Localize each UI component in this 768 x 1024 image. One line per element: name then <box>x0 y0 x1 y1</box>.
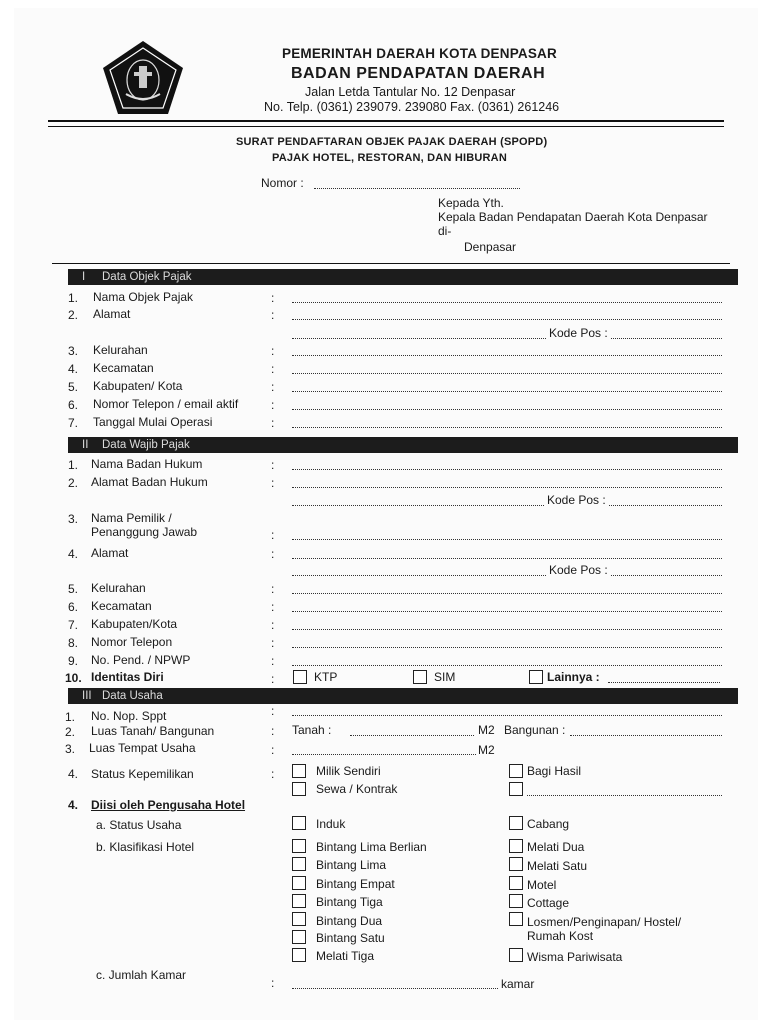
section-1-title: Data Objek Pajak <box>102 271 192 283</box>
row-number: 4. <box>68 767 79 781</box>
classification-label: Bintang Lima <box>316 858 387 872</box>
field-label: Identitas Diri <box>91 670 164 684</box>
tanah-label: Tanah : <box>292 723 332 737</box>
nomor-telepon-wp-field[interactable] <box>292 647 722 648</box>
section-2-title: Data Wajib Pajak <box>102 439 190 451</box>
colon: : <box>271 618 275 632</box>
classification-label: Bintang Satu <box>316 931 385 945</box>
row-number: 6. <box>68 398 79 412</box>
motel-checkbox[interactable] <box>509 876 523 890</box>
kode-pos-label: Kode Pos : <box>549 326 608 340</box>
field-label: No. Nop. Sppt <box>91 709 167 723</box>
tanggal-mulai-operasi-field[interactable] <box>292 427 722 428</box>
colon: : <box>271 724 275 738</box>
section-2-bar <box>68 437 738 453</box>
denpasar-emblem-icon <box>100 38 186 118</box>
section-3-number: III <box>82 690 92 702</box>
header-department: BADAN PENDAPATAN DAERAH <box>291 65 546 82</box>
alamat-field[interactable] <box>292 319 722 320</box>
sim-checkbox[interactable] <box>413 670 427 684</box>
header-phone: No. Telp. (0361) 239079. 239080 Fax. (0361) 261246 <box>264 100 560 114</box>
bintang-tiga-checkbox[interactable] <box>292 894 306 908</box>
nama-objek-pajak-field[interactable] <box>292 302 722 303</box>
row-number: 7. <box>68 618 79 632</box>
bagi-hasil-label: Bagi Hasil <box>527 764 582 778</box>
cottage-checkbox[interactable] <box>509 894 523 908</box>
colon: : <box>271 308 275 322</box>
field-label: Kecamatan <box>91 599 152 613</box>
colon: : <box>271 976 275 990</box>
alamat-pemilik-line-2[interactable] <box>292 575 546 576</box>
classification-label: Wisma Pariwisata <box>527 950 623 964</box>
row-number: 4. <box>68 362 79 376</box>
sim-label: SIM <box>434 670 456 684</box>
kode-pos-field[interactable] <box>611 338 722 339</box>
field-label: Alamat Badan Hukum <box>91 475 208 489</box>
kode-pos-field[interactable] <box>611 575 722 576</box>
milik-sendiri-checkbox[interactable] <box>292 764 306 778</box>
classification-label: Melati Satu <box>527 859 588 873</box>
cabang-checkbox[interactable] <box>509 816 523 830</box>
kode-pos-label: Kode Pos : <box>549 563 608 577</box>
row-number: 3. <box>68 512 79 526</box>
field-label: Kecamatan <box>93 361 154 375</box>
field-label: Nama Pemilik / <box>91 511 172 525</box>
losmen-checkbox[interactable] <box>509 912 523 926</box>
address-line-2: Kepala Badan Pendapatan Daerah Kota Denpasar <box>438 210 708 224</box>
field-label: Tanggal Mulai Operasi <box>93 415 213 429</box>
milik-sendiri-label: Milik Sendiri <box>316 764 381 778</box>
row-number: 6. <box>68 600 79 614</box>
field-label: Luas Tanah/ Bangunan <box>91 724 215 738</box>
sewa-kontrak-checkbox[interactable] <box>292 782 306 796</box>
npwp-field[interactable] <box>292 665 722 666</box>
kode-pos-label: Kode Pos : <box>547 493 606 507</box>
address-line-3: di- <box>438 224 452 238</box>
header-agency: PEMERINTAH DAERAH KOTA DENPASAR <box>282 46 557 61</box>
colon: : <box>271 528 275 542</box>
field-label: Kabupaten/Kota <box>91 617 178 631</box>
classification-label: Cottage <box>527 896 570 910</box>
bagi-hasil-checkbox[interactable] <box>509 764 523 778</box>
field-label: Kelurahan <box>91 581 146 595</box>
row-number: 10. <box>65 671 82 685</box>
kelurahan-wp-field[interactable] <box>292 593 722 594</box>
nama-pemilik-field[interactable] <box>292 539 722 540</box>
field-label: Kabupaten/ Kota <box>93 379 183 393</box>
alamat-pemilik-field[interactable] <box>292 558 722 559</box>
row-number: 5. <box>68 380 79 394</box>
field-label: Nama Badan Hukum <box>91 457 203 471</box>
cabang-label: Cabang <box>527 817 570 831</box>
lainnya-label: Lainnya : <box>547 670 600 684</box>
induk-label: Induk <box>316 817 346 831</box>
bangunan-label: Bangunan : <box>504 723 566 737</box>
header-rule-thin <box>48 126 724 127</box>
colon: : <box>271 458 275 472</box>
header-rule-thick <box>48 120 724 122</box>
row-number: 4. <box>68 798 79 812</box>
classification-label: Losmen/Penginapan/ Hostel/ <box>527 915 682 929</box>
alamat-badan-hukum-line-2[interactable] <box>292 505 544 506</box>
colon: : <box>271 672 275 686</box>
nama-badan-hukum-field[interactable] <box>292 469 722 470</box>
colon: : <box>271 767 275 781</box>
status-lain-checkbox[interactable] <box>509 782 523 796</box>
nop-sppt-field[interactable] <box>292 715 722 716</box>
bintang-satu-checkbox[interactable] <box>292 930 306 944</box>
kelurahan-field[interactable] <box>292 355 722 356</box>
melati-tiga-checkbox[interactable] <box>292 948 306 962</box>
row-number: 2. <box>65 725 76 739</box>
bintang-lima-berlian-checkbox[interactable] <box>292 839 306 853</box>
header-address: Jalan Letda Tantular No. 12 Denpasar <box>305 85 516 99</box>
alamat-badan-hukum-field[interactable] <box>292 487 722 488</box>
section-rule <box>52 263 730 264</box>
klasifikasi-hotel-label: b. Klasifikasi Hotel <box>96 840 195 854</box>
wisma-pariwisata-checkbox[interactable] <box>509 948 523 962</box>
classification-label: Bintang Empat <box>316 877 395 891</box>
jumlah-kamar-label: c. Jumlah Kamar <box>96 968 187 982</box>
row-number: 5. <box>68 582 79 596</box>
row-number: 3. <box>68 344 79 358</box>
nomor-field[interactable] <box>314 188 520 189</box>
classification-label: Melati Tiga <box>316 949 375 963</box>
kecamatan-wp-field[interactable] <box>292 611 722 612</box>
status-usaha-label: a. Status Usaha <box>96 818 182 832</box>
section-1-number: I <box>82 271 86 283</box>
row-number: 4. <box>68 547 79 561</box>
colon: : <box>271 380 275 394</box>
luas-bangunan-field[interactable] <box>570 735 722 736</box>
row-number: 2. <box>68 476 79 490</box>
melati-dua-checkbox[interactable] <box>509 839 523 853</box>
form-page <box>14 8 758 1020</box>
ktp-checkbox[interactable] <box>293 670 307 684</box>
colon: : <box>271 743 275 757</box>
bintang-empat-checkbox[interactable] <box>292 876 306 890</box>
colon: : <box>271 582 275 596</box>
section-1-bar <box>68 269 738 285</box>
classification-label: Bintang Lima Berlian <box>316 840 427 854</box>
classification-label: Bintang Tiga <box>316 895 383 909</box>
luas-tempat-usaha-field[interactable] <box>292 754 476 755</box>
form-title: SURAT PENDAFTARAN OBJEK PAJAK DAERAH (SPOPD) <box>236 136 548 148</box>
row-number: 9. <box>68 654 79 668</box>
classification-label: Motel <box>527 878 557 892</box>
field-label: Nama Objek Pajak <box>93 290 194 304</box>
status-lain-field[interactable] <box>527 795 722 796</box>
induk-checkbox[interactable] <box>292 816 306 830</box>
row-number: 1. <box>65 710 76 724</box>
field-label: Nomor Telepon <box>91 635 173 649</box>
m2-unit: M2 <box>478 723 495 737</box>
nomor-telepon-email-field[interactable] <box>292 409 722 410</box>
lainnya-field[interactable] <box>608 682 720 683</box>
alamat-field-line-2[interactable] <box>292 338 546 339</box>
row-number: 3. <box>65 742 76 756</box>
field-label: Alamat <box>91 546 129 560</box>
colon: : <box>271 291 275 305</box>
ktp-label: KTP <box>314 670 338 684</box>
jumlah-kamar-field[interactable] <box>292 988 498 989</box>
kamar-unit: kamar <box>501 977 535 991</box>
colon: : <box>271 476 275 490</box>
classification-label: Melati Dua <box>527 840 585 854</box>
hotel-section-title: Diisi oleh Pengusaha Hotel <box>91 798 246 812</box>
melati-satu-checkbox[interactable] <box>509 857 523 871</box>
address-line-4: Denpasar <box>464 240 517 254</box>
section-3-bar <box>68 688 738 704</box>
row-number: 2. <box>68 308 79 322</box>
form-subtitle: PAJAK HOTEL, RESTORAN, DAN HIBURAN <box>272 152 507 164</box>
nomor-label: Nomor : <box>261 176 304 190</box>
sewa-kontrak-label: Sewa / Kontrak <box>316 782 398 796</box>
row-number: 7. <box>68 416 79 430</box>
colon: : <box>271 398 275 412</box>
section-3-title: Data Usaha <box>102 690 163 702</box>
kabupaten-kota-wp-field[interactable] <box>292 629 722 630</box>
colon: : <box>271 600 275 614</box>
bintang-lima-checkbox[interactable] <box>292 857 306 871</box>
field-label: Luas Tempat Usaha <box>89 741 196 755</box>
classification-label-line-2: Rumah Kost <box>527 929 594 943</box>
field-label: Status Kepemilikan <box>91 767 194 781</box>
field-label: Alamat <box>93 307 131 321</box>
colon: : <box>271 636 275 650</box>
field-label: Kelurahan <box>93 343 148 357</box>
section-2-number: II <box>82 439 89 451</box>
kode-pos-field[interactable] <box>609 505 722 506</box>
colon: : <box>271 362 275 376</box>
field-label: No. Pend. / NPWP <box>91 653 191 667</box>
bintang-dua-checkbox[interactable] <box>292 912 306 926</box>
kecamatan-field[interactable] <box>292 373 722 374</box>
colon: : <box>271 704 275 718</box>
luas-tanah-field[interactable] <box>350 735 474 736</box>
classification-label: Bintang Dua <box>316 914 383 928</box>
field-label: Nomor Telepon / email aktif <box>93 397 239 411</box>
colon: : <box>271 416 275 430</box>
kabupaten-kota-field[interactable] <box>292 391 722 392</box>
colon: : <box>271 654 275 668</box>
field-label-line-2: Penanggung Jawab <box>91 525 198 539</box>
colon: : <box>271 344 275 358</box>
colon: : <box>271 547 275 561</box>
lainnya-checkbox[interactable] <box>529 670 543 684</box>
row-number: 1. <box>68 458 79 472</box>
address-line-1: Kepada Yth. <box>438 196 504 210</box>
row-number: 1. <box>68 291 79 305</box>
m2-unit: M2 <box>478 743 495 757</box>
row-number: 8. <box>68 636 79 650</box>
